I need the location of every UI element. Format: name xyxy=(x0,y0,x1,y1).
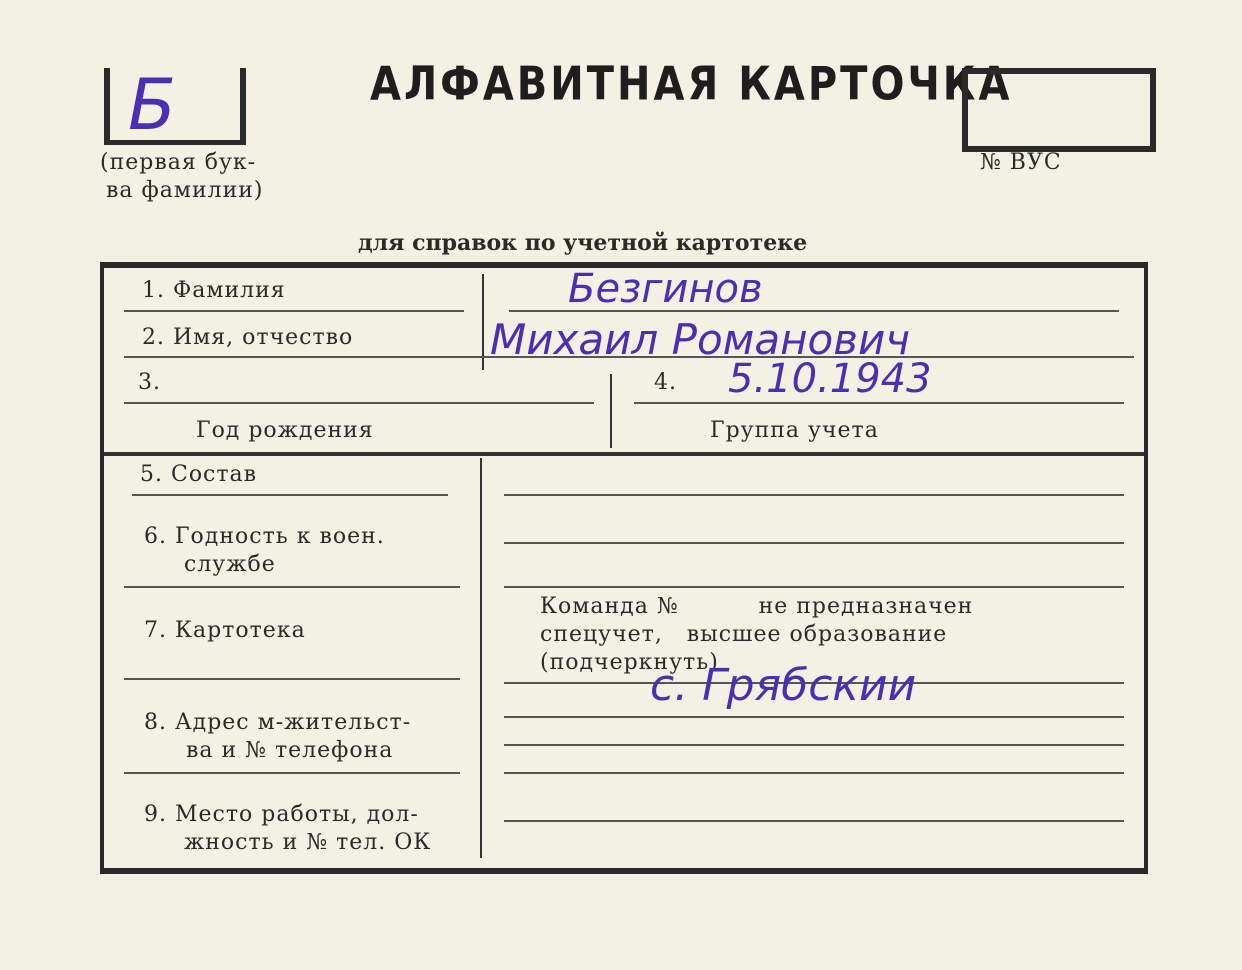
composition-label: 5. Состав xyxy=(140,462,258,487)
rule xyxy=(504,820,1124,822)
name-value: Михаил Романович xyxy=(490,315,911,364)
rule xyxy=(124,772,460,774)
rule xyxy=(124,678,460,680)
rule xyxy=(504,586,1124,588)
vus-label: № ВУС xyxy=(980,150,1062,175)
divider-mid xyxy=(610,374,612,448)
first-letter-caption-2: ва фамилии) xyxy=(106,178,264,203)
rule xyxy=(124,586,460,588)
account-group-label: Группа учета xyxy=(710,418,879,443)
first-letter-caption-1: (первая бук- xyxy=(100,150,257,175)
team-line-3: (подчеркнуть) xyxy=(540,650,719,675)
address-label-2: ва и № телефона xyxy=(186,738,394,763)
rule-thick xyxy=(104,452,1144,456)
rule xyxy=(504,494,1124,496)
rule xyxy=(634,402,1124,404)
vus-box xyxy=(962,68,1156,152)
surname-label: 1. Фамилия xyxy=(142,278,286,303)
field4-label: 4. xyxy=(654,370,677,395)
subtitle: для справок по учетной картотеке xyxy=(358,230,808,256)
fitness-label-1: 6. Годность к воен. xyxy=(144,524,385,549)
rule xyxy=(504,744,1124,746)
address-value: с. Грябскии xyxy=(650,660,917,711)
divider-bottom xyxy=(480,458,482,858)
name-label: 2. Имя, отчество xyxy=(142,325,354,350)
address-label-1: 8. Адрес м-жительст- xyxy=(144,710,412,735)
fitness-label-2: службе xyxy=(184,552,276,577)
field3-label: 3. xyxy=(138,370,161,395)
rule xyxy=(504,542,1124,544)
work-label-1: 9. Место работы, дол- xyxy=(144,802,419,827)
rule xyxy=(504,716,1124,718)
file-label: 7. Картотека xyxy=(144,618,306,643)
page-title: АЛФАВИТНАЯ КАРТОЧКА xyxy=(370,58,1013,111)
birth-date-value: 5.10.1943 xyxy=(728,356,932,402)
team-line-2: спецучет, высшее образование xyxy=(540,622,948,647)
first-letter-value: Б xyxy=(128,64,177,146)
work-label-2: жность и № тел. ОК xyxy=(184,830,432,855)
surname-value: Безгинов xyxy=(568,266,763,312)
team-line-1: Команда № не предназначен xyxy=(540,594,974,619)
rule xyxy=(132,494,448,496)
birth-year-label: Год рождения xyxy=(196,418,374,443)
rule xyxy=(124,310,464,312)
rule xyxy=(124,402,594,404)
rule xyxy=(504,772,1124,774)
